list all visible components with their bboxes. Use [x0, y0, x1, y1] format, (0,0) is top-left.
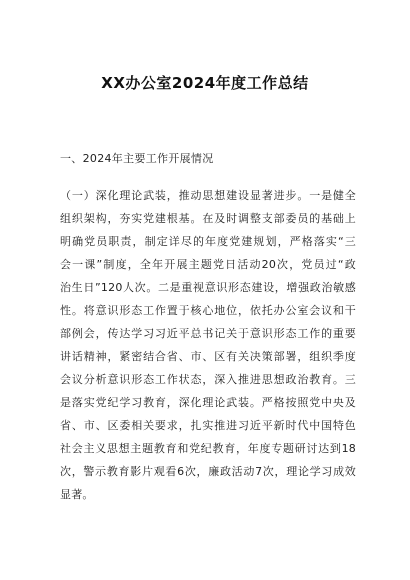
- paragraph-line: 明确党员职责，制定详尽的年度党建规划，严格落实“三: [60, 235, 356, 248]
- paragraph-line: 显著。: [60, 488, 94, 501]
- paragraph-line: 是落实党纪学习教育，深化理论武装。严格按照党中央及: [60, 396, 356, 409]
- paragraph: [60, 184, 356, 506]
- paragraph-line: 次，警示教育影片观看6次，廉政活动7次，理论学习成效: [60, 465, 356, 478]
- paragraph-line: （一）深化理论武装，推动思想建设显著进步。一是健全: [60, 189, 356, 202]
- paragraph-line: 省、市、区委相关要求，扎实推进习近平新时代中国特色: [60, 419, 356, 432]
- paragraph-line: 性。将意识形态工作置于核心地位，依托办公室会议和干: [60, 304, 356, 317]
- document-title: XX办公室2024年度工作总结: [101, 74, 309, 92]
- paragraph-line: 治生日”120人次。二是重视意识形态建设，增强政治敏感: [60, 281, 356, 294]
- paragraph-line: 讲话精神，紧密结合省、市、区有关决策部署，组织季度: [60, 350, 356, 363]
- paragraph-line: 部例会，传达学习习近平总书记关于意识形态工作的重要: [60, 327, 356, 340]
- paragraph-line: 会议分析意识形态工作状态，深入推进思想政治教育。三: [60, 373, 356, 386]
- section-heading: 一、2024年主要工作开展情况: [60, 152, 214, 165]
- paragraph-line: 组织架构，夯实党建根基。在及时调整支部委员的基础上: [60, 212, 356, 225]
- paragraph-line: 社会主义思想主题教育和党纪教育，年度专题研讨达到18: [60, 442, 356, 455]
- paragraph-line: 会一课”制度，全年开展主题党日活动20次，党员过“政: [60, 258, 356, 271]
